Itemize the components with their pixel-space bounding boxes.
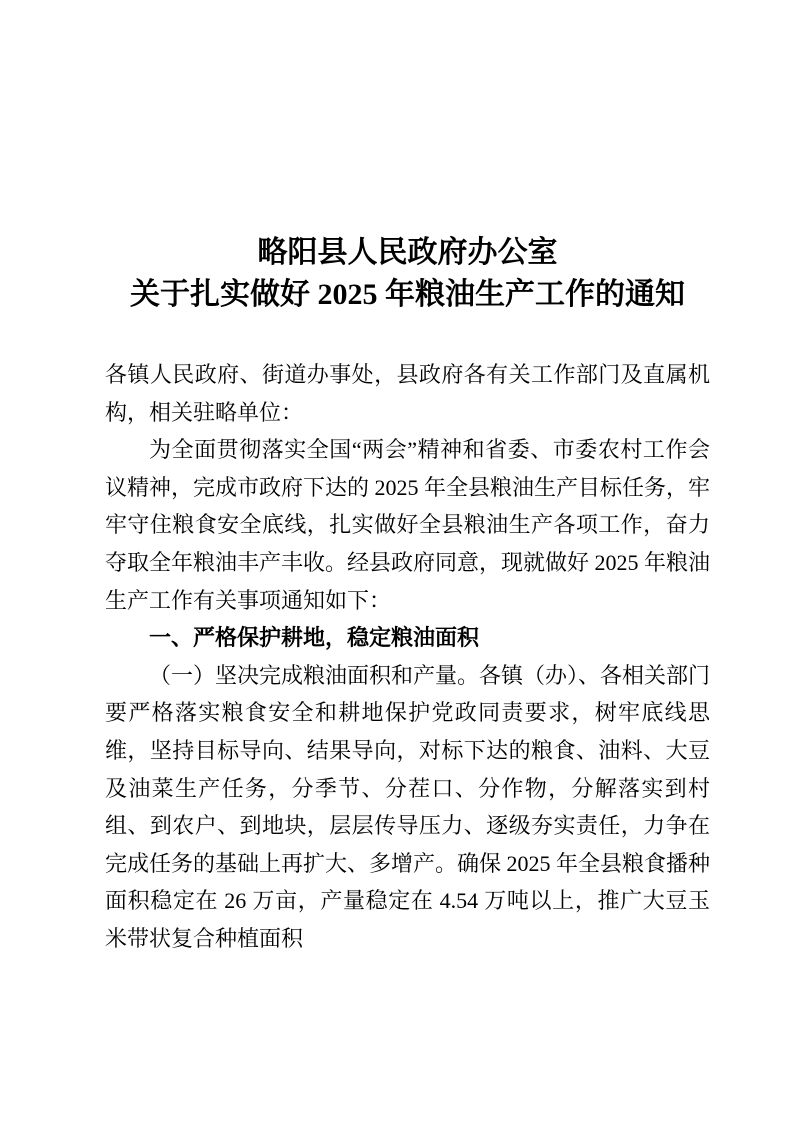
intro-paragraph: 为全面贯彻落实全国“两会”精神和省委、市委农村工作会议精神，完成市政府下达的 2025 年全县粮油生产目标任务，牢牢守住粮食安全底线，扎实做好全县粮油生产各项工作，奋力夺取全年粮油丰产丰收。经县政府同意，现就做好 2025 年粮油生产工作有关事项通知如下： <box>105 437 711 613</box>
section-1-paragraph-1: （一）坚决完成粮油面积和产量。各镇（办）、各相关部门要严格落实粮食安全和耕地保护党政同责要求，树牢底线思维，坚持目标导向、结果导向，对标下达的粮食、油料、大豆及油菜生产任务，分季节、分茬口、分作物，分解落实到村组、到农户、到地块，层层传导压力、逐级夯实责任，力争在完成任务的基础上再扩大、多增产。确保 2025 年全县粮食播种面积稳定在 26 万亩，产量稳定在 4.54 万吨以上，推广大豆玉米带状复合种植面积 <box>105 662 711 951</box>
document-title-line-2: 关于扎实做好 2025 年粮油生产工作的通知 <box>130 278 685 311</box>
document-body <box>105 356 710 958</box>
document-title-line-1: 略阳县人民政府办公室 <box>257 236 558 269</box>
section-1-heading: 一、严格保护耕地，稳定粮油面积 <box>149 625 480 651</box>
salutation-paragraph: 各镇人民政府、街道办事处，县政府各有关工作部门及直属机构，相关驻略单位： <box>105 362 710 425</box>
document-title <box>105 232 710 316</box>
